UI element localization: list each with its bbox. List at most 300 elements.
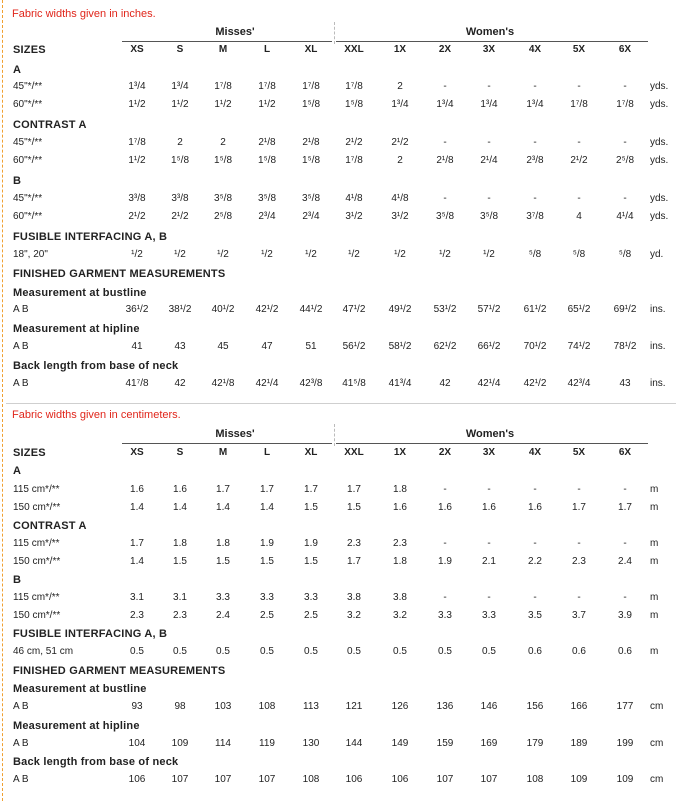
table-row xyxy=(10,155,676,169)
table-cell: 0.5 xyxy=(173,646,187,657)
table-cell: 43 xyxy=(174,341,186,352)
table-cell: 0.5 xyxy=(260,646,274,657)
table-row xyxy=(10,646,676,660)
table-cell: 1.9 xyxy=(304,538,318,549)
unit-label: m xyxy=(650,556,659,567)
size-column-header: L xyxy=(263,44,271,55)
table-cell: 36¹/2 xyxy=(125,304,149,315)
row-heading: B xyxy=(13,574,22,586)
table-cell: 106 xyxy=(128,774,146,785)
table-cell: 144 xyxy=(345,738,363,749)
table-cell: 1.4 xyxy=(130,556,144,567)
table-row xyxy=(10,99,676,113)
row-label: A B xyxy=(13,738,29,749)
table-cell: 119 xyxy=(259,738,275,749)
unit-label: yds. xyxy=(650,211,669,222)
table-cell: 74¹/2 xyxy=(567,341,591,352)
table-row xyxy=(10,592,676,606)
table-cell: 42 xyxy=(174,378,186,389)
row-heading: FINISHED GARMENT MEASUREMENTS xyxy=(13,268,226,280)
table-cell: 3.2 xyxy=(347,610,361,621)
table-cell: - xyxy=(443,484,447,495)
table-cell: 3.3 xyxy=(304,592,318,603)
table-cell: 3¹/2 xyxy=(345,211,363,222)
table-cell: - xyxy=(443,81,447,92)
table-cell: 1.6 xyxy=(130,484,144,495)
left-dashed-border xyxy=(2,0,3,801)
table-cell: 159 xyxy=(436,738,454,749)
table-cell: 109 xyxy=(570,774,588,785)
table-cell: - xyxy=(577,137,581,148)
table-cell: 1.7 xyxy=(347,556,361,567)
table-cell: 1¹/2 xyxy=(128,99,146,110)
table-cell: 2¹/2 xyxy=(128,211,146,222)
table-cell: 47¹/2 xyxy=(342,304,366,315)
row-label: A B xyxy=(13,304,29,315)
section-heading-row xyxy=(10,756,676,770)
table-cell: - xyxy=(533,193,537,204)
table-row xyxy=(10,193,676,207)
section-heading-row xyxy=(10,720,676,734)
table-cell: 2¹/8 xyxy=(258,137,276,148)
row-label: 115 cm*/** xyxy=(13,538,60,549)
table-cell: 3.3 xyxy=(482,610,496,621)
table-cell: 2.3 xyxy=(173,610,187,621)
table-cell: - xyxy=(533,484,537,495)
table-cell: 2⁵/8 xyxy=(615,155,635,166)
table-cell: 1¹/2 xyxy=(128,155,146,166)
table-cell: 121 xyxy=(345,701,363,712)
unit-label: yds. xyxy=(650,193,669,204)
table-cell: 0.5 xyxy=(347,646,361,657)
table-cell: 1.6 xyxy=(438,502,452,513)
table-cell: 66¹/2 xyxy=(477,341,501,352)
size-column-header: XXL xyxy=(344,44,364,55)
row-label: 45"*/** xyxy=(13,137,43,148)
table-cell: 2.3 xyxy=(130,610,144,621)
unit-label: yds. xyxy=(650,155,669,166)
table-cell: 1.7 xyxy=(347,484,361,495)
row-heading: Back length from base of neck xyxy=(13,360,179,372)
section-heading-row xyxy=(10,231,676,245)
unit-label: cm xyxy=(650,774,664,785)
row-label: 115 cm*/** xyxy=(13,592,60,603)
table-cell: 1⁵/8 xyxy=(301,99,321,110)
table-cell: 2.3 xyxy=(572,556,586,567)
table-cell: 1.6 xyxy=(173,484,187,495)
size-column-header: S xyxy=(176,447,184,458)
row-label: 150 cm*/** xyxy=(13,610,61,621)
table-cell: ¹/2 xyxy=(217,249,229,260)
table-cell: 1¹/2 xyxy=(214,99,232,110)
unit-label: ins. xyxy=(650,304,666,315)
unit-label: m xyxy=(650,610,659,621)
table-cell: 3³/8 xyxy=(171,193,189,204)
table-cell: 1.7 xyxy=(572,502,586,513)
unit-label: m xyxy=(650,592,659,603)
row-label: A B xyxy=(13,341,29,352)
table-cell: 78¹/2 xyxy=(613,341,637,352)
table-cell: 42³/8 xyxy=(299,378,323,389)
table-cell: 69¹/2 xyxy=(613,304,637,315)
table-cell: 1.4 xyxy=(216,502,230,513)
table-cell: 107 xyxy=(480,774,498,785)
table-cell: 53¹/2 xyxy=(433,304,457,315)
row-heading: Measurement at hipline xyxy=(13,720,140,732)
table-cell: 107 xyxy=(171,774,189,785)
row-label: A B xyxy=(13,774,29,785)
table-row xyxy=(10,249,676,263)
table-cell: 42¹/4 xyxy=(477,378,501,389)
size-column-header: 1X xyxy=(393,447,407,458)
table-cell: 1.5 xyxy=(260,556,274,567)
table-cell: 2¹/4 xyxy=(480,155,498,166)
table-cell: 0.6 xyxy=(618,646,632,657)
table-cell: 199 xyxy=(616,738,634,749)
table-cell: ¹/2 xyxy=(131,249,143,260)
table-cell: 3⁵/8 xyxy=(301,193,321,204)
table-cell: 2³/4 xyxy=(258,211,276,222)
table-row xyxy=(10,556,676,570)
unit-label: m xyxy=(650,538,659,549)
table-cell: - xyxy=(443,193,447,204)
table-cell: 1.4 xyxy=(173,502,187,513)
table-cell: ⁵/8 xyxy=(528,249,542,260)
size-column-header: 4X xyxy=(528,44,542,55)
table-cell: 2¹/8 xyxy=(436,155,454,166)
table-cell: 47 xyxy=(261,341,273,352)
row-heading: Measurement at bustline xyxy=(13,683,147,695)
row-label: 46 cm, 51 cm xyxy=(13,646,74,657)
table-cell: 107 xyxy=(258,774,276,785)
table-cell: 3.3 xyxy=(438,610,452,621)
misses-rule-cm xyxy=(122,443,332,444)
womens-group-label-cm: Women's xyxy=(465,428,515,440)
table-cell: 42¹/8 xyxy=(211,378,235,389)
table-cell: ¹/2 xyxy=(439,249,451,260)
table-row xyxy=(10,81,676,95)
table-cell: ¹/2 xyxy=(174,249,186,260)
table-cell: 42¹/4 xyxy=(255,378,279,389)
table-cell: 4¹/4 xyxy=(616,211,634,222)
table-cell: 3.2 xyxy=(393,610,407,621)
table-cell: 4¹/8 xyxy=(391,193,409,204)
table-cell: 41 xyxy=(131,341,143,352)
table-cell: - xyxy=(533,137,537,148)
row-label: 150 cm*/** xyxy=(13,556,61,567)
table-cell: 3.1 xyxy=(173,592,187,603)
size-column-header: 3X xyxy=(482,447,496,458)
table-cell: 109 xyxy=(616,774,634,785)
table-cell: 1¹/2 xyxy=(258,99,276,110)
womens-group-label: Women's xyxy=(465,26,515,38)
section-heading-row xyxy=(10,287,676,301)
table-cell: - xyxy=(577,193,581,204)
table-cell: 103 xyxy=(214,701,232,712)
table-cell: 1⁷/8 xyxy=(345,155,363,166)
table-cell: 0.5 xyxy=(393,646,407,657)
table-cell: 2 xyxy=(220,137,226,148)
size-column-header: 1X xyxy=(393,44,407,55)
table-cell: 1⁷/8 xyxy=(128,137,146,148)
table-cell: 1⁵/8 xyxy=(170,155,190,166)
table-cell: 45 xyxy=(217,341,229,352)
table-cell: 3.3 xyxy=(260,592,274,603)
row-heading: FUSIBLE INTERFACING A, B xyxy=(13,231,168,243)
size-column-header: XL xyxy=(304,447,318,458)
table-cell: 1³/4 xyxy=(526,99,544,110)
table-cell: 42 xyxy=(439,378,451,389)
table-row xyxy=(10,137,676,151)
table-cell: 107 xyxy=(214,774,232,785)
table-cell: 106 xyxy=(345,774,363,785)
table-cell: 40¹/2 xyxy=(211,304,235,315)
row-label: 150 cm*/** xyxy=(13,502,61,513)
womens-rule xyxy=(336,41,648,42)
table-cell: ¹/2 xyxy=(261,249,273,260)
table-cell: 1.8 xyxy=(393,556,407,567)
table-cell: - xyxy=(487,137,491,148)
table-cell: 1³/4 xyxy=(128,81,146,92)
table-cell: 1⁵/8 xyxy=(301,155,321,166)
size-column-header: 2X xyxy=(438,44,452,55)
table-cell: 2.5 xyxy=(260,610,274,621)
unit-label: yds. xyxy=(650,137,669,148)
misses-rule xyxy=(122,41,332,42)
table-cell: - xyxy=(487,538,491,549)
table-cell: 1⁵/8 xyxy=(344,99,364,110)
size-column-header: S xyxy=(176,44,184,55)
table-row xyxy=(10,378,676,392)
table-cell: 108 xyxy=(526,774,544,785)
table-cell: 107 xyxy=(436,774,454,785)
table-cell: 62¹/2 xyxy=(433,341,457,352)
unit-label: cm xyxy=(650,738,664,749)
table-cell: 2¹/2 xyxy=(570,155,588,166)
misses-group-label-cm: Misses' xyxy=(215,428,255,440)
table-cell: 70¹/2 xyxy=(523,341,547,352)
table-cell: 2 xyxy=(177,137,183,148)
table-cell: 2.2 xyxy=(528,556,542,567)
table-cell: 0.5 xyxy=(130,646,144,657)
table-cell: 2¹/8 xyxy=(302,137,320,148)
row-heading: CONTRAST A xyxy=(13,520,87,532)
table-cell: 42³/4 xyxy=(567,378,591,389)
table-cell: 177 xyxy=(616,701,634,712)
table-cell: 1.6 xyxy=(482,502,496,513)
unit-label: cm xyxy=(650,701,664,712)
size-column-header: 6X xyxy=(618,44,632,55)
table-cell: 1.7 xyxy=(618,502,632,513)
table-cell: 130 xyxy=(302,738,320,749)
table-cell: 0.5 xyxy=(438,646,452,657)
section-heading-row xyxy=(10,628,676,642)
table-cell: 136 xyxy=(436,701,454,712)
table-cell: 108 xyxy=(258,701,276,712)
unit-label: yds. xyxy=(650,99,669,110)
unit-label: m xyxy=(650,502,659,513)
table-cell: 1.5 xyxy=(347,502,361,513)
table-cell: 98 xyxy=(174,701,186,712)
table-cell: 126 xyxy=(391,701,409,712)
sizes-header-row-cm xyxy=(10,447,676,461)
size-column-header: M xyxy=(218,44,228,55)
table-cell: 1.5 xyxy=(304,502,318,513)
unit-label: ins. xyxy=(650,378,666,389)
table-cell: 1.7 xyxy=(304,484,318,495)
table-cell: 1.9 xyxy=(260,538,274,549)
table-cell: 2 xyxy=(397,155,403,166)
table-cell: 1.7 xyxy=(216,484,230,495)
section-heading-row xyxy=(10,64,676,78)
table-cell: 1⁷/8 xyxy=(258,81,276,92)
table-cell: 1³/4 xyxy=(391,99,409,110)
row-label: A B xyxy=(13,378,29,389)
table-cell: 3.8 xyxy=(347,592,361,603)
table-cell: 146 xyxy=(480,701,498,712)
table-row xyxy=(10,341,676,355)
table-cell: 2.4 xyxy=(618,556,632,567)
table-cell: - xyxy=(487,193,491,204)
table-cell: 2.3 xyxy=(347,538,361,549)
row-heading: Back length from base of neck xyxy=(13,756,179,768)
table-cell: 3.5 xyxy=(528,610,542,621)
table-cell: - xyxy=(577,538,581,549)
unit-label: ins. xyxy=(650,341,666,352)
sizes-label: SIZES xyxy=(13,44,46,56)
table-cell: 41⁵/8 xyxy=(342,378,366,389)
section-heading-row xyxy=(10,268,676,282)
row-heading: B xyxy=(13,175,22,187)
table-cell: 2¹/2 xyxy=(391,137,409,148)
row-label: 45"*/** xyxy=(13,193,43,204)
table-cell: 1¹/2 xyxy=(171,99,189,110)
size-column-header: 5X xyxy=(572,44,586,55)
table-cell: 44¹/2 xyxy=(299,304,323,315)
table-cell: 0.6 xyxy=(528,646,542,657)
table-cell: 1⁷/8 xyxy=(345,81,363,92)
size-column-header: XS xyxy=(130,447,144,458)
table-cell: 108 xyxy=(302,774,320,785)
table-cell: 2¹/2 xyxy=(345,137,363,148)
table-cell: 2.1 xyxy=(482,556,496,567)
table-cell: 109 xyxy=(171,738,189,749)
table-cell: 104 xyxy=(128,738,146,749)
table-cell: - xyxy=(623,193,627,204)
table-cell: 1.8 xyxy=(216,538,230,549)
table-cell: 3⁵/8 xyxy=(435,211,455,222)
table-cell: - xyxy=(577,81,581,92)
row-label: 115 cm*/** xyxy=(13,484,60,495)
womens-rule-cm xyxy=(336,443,648,444)
table-cell: - xyxy=(533,81,537,92)
size-column-header: 5X xyxy=(572,447,586,458)
table-cell: ¹/2 xyxy=(348,249,360,260)
table-cell: 3.7 xyxy=(572,610,586,621)
unit-label: yds. xyxy=(650,81,669,92)
row-label: 60"*/** xyxy=(13,155,43,166)
table-cell: 3.3 xyxy=(216,592,230,603)
table-cell: 169 xyxy=(480,738,498,749)
row-heading: Measurement at bustline xyxy=(13,287,147,299)
table-cell: 2.3 xyxy=(393,538,407,549)
table-cell: 1⁷/8 xyxy=(214,81,232,92)
table-cell: 2.4 xyxy=(216,610,230,621)
section-heading-row xyxy=(10,360,676,374)
size-column-header: XL xyxy=(304,44,318,55)
group-divider-cm xyxy=(334,424,335,446)
table-cell: 41³/4 xyxy=(388,378,412,389)
table-row xyxy=(10,701,676,715)
unit-label: m xyxy=(650,646,659,657)
table-cell: 3⁷/8 xyxy=(526,211,544,222)
table-cell: 1⁵/8 xyxy=(213,155,233,166)
table-cell: 2⁵/8 xyxy=(213,211,233,222)
table-row xyxy=(10,304,676,318)
table-cell: 1.8 xyxy=(173,538,187,549)
table-cell: 3¹/2 xyxy=(391,211,409,222)
size-column-header: L xyxy=(263,447,271,458)
table-cell: 1.5 xyxy=(216,556,230,567)
row-label: A B xyxy=(13,701,29,712)
table-row xyxy=(10,774,676,788)
size-column-header: 3X xyxy=(482,44,496,55)
table-cell: 113 xyxy=(303,701,319,712)
table-cell: - xyxy=(443,137,447,148)
section-heading-row xyxy=(10,665,676,679)
table-cell: 65¹/2 xyxy=(567,304,591,315)
row-heading: FINISHED GARMENT MEASUREMENTS xyxy=(13,665,226,677)
table-cell: 4¹/8 xyxy=(345,193,363,204)
table-cell: 2¹/2 xyxy=(171,211,189,222)
row-heading: FUSIBLE INTERFACING A, B xyxy=(13,628,168,640)
table-cell: 106 xyxy=(391,774,409,785)
row-label: 45"*/** xyxy=(13,81,43,92)
table-cell: ⁵/8 xyxy=(618,249,632,260)
size-column-header: 4X xyxy=(528,447,542,458)
table-cell: 1³/4 xyxy=(480,99,498,110)
table-cell: ¹/2 xyxy=(305,249,317,260)
inches-title: Fabric widths given in inches. xyxy=(12,8,156,20)
table-cell: 3⁵/8 xyxy=(213,193,233,204)
centimeters-title: Fabric widths given in centimeters. xyxy=(12,409,181,421)
table-cell: 1.8 xyxy=(393,484,407,495)
row-heading: CONTRAST A xyxy=(13,119,87,131)
table-cell: 179 xyxy=(526,738,544,749)
table-cell: 1⁷/8 xyxy=(302,81,320,92)
table-cell: 56¹/2 xyxy=(342,341,366,352)
table-cell: 42¹/2 xyxy=(523,378,547,389)
table-row xyxy=(10,211,676,225)
table-cell: - xyxy=(487,592,491,603)
table-cell: 1.4 xyxy=(260,502,274,513)
table-cell: - xyxy=(577,484,581,495)
section-heading-row xyxy=(10,323,676,337)
table-cell: 166 xyxy=(570,701,588,712)
table-cell: 0.5 xyxy=(482,646,496,657)
size-column-header: 2X xyxy=(438,447,452,458)
table-cell: 1⁷/8 xyxy=(616,99,634,110)
table-cell: 2.5 xyxy=(304,610,318,621)
table-cell: - xyxy=(623,484,627,495)
row-heading: A xyxy=(13,64,22,76)
table-cell: 58¹/2 xyxy=(388,341,412,352)
table-cell: ⁵/8 xyxy=(572,249,586,260)
table-cell: 0.5 xyxy=(304,646,318,657)
size-column-header: XXL xyxy=(344,447,364,458)
table-cell: - xyxy=(623,137,627,148)
row-heading: A xyxy=(13,465,22,477)
